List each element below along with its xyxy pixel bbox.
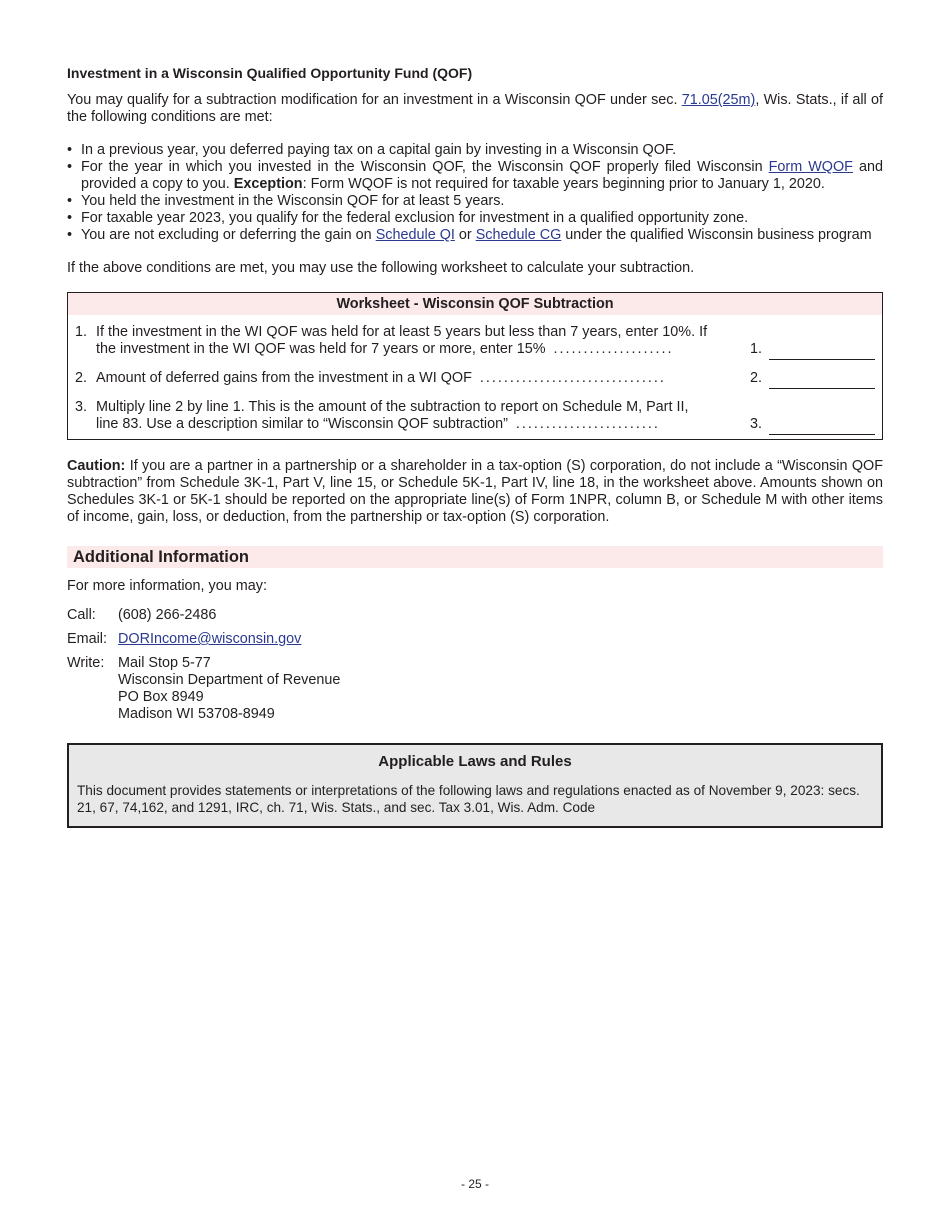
line-text: the investment in the WI QOF was held for 7 years or more, enter 15% [96,341,546,357]
applicable-laws-box [67,743,883,828]
call-row [67,607,883,624]
intro-text-after: , Wis. Stats., if all of the following conditions are met: [67,92,883,125]
address-line: Madison WI 53708-8949 [118,706,275,722]
condition-item [67,159,883,193]
intro-paragraph [67,92,883,126]
address-line: Mail Stop 5-77 [118,655,211,671]
leader-dots: ............................... [479,370,666,386]
write-label: Write: [67,655,105,671]
contact-intro: For more information, you may: [67,578,267,594]
condition-text: or [454,227,476,243]
condition-text: : Form WQOF is not required for taxable years beginning prior to January 1, 2020. [302,176,825,192]
condition-item [67,193,883,210]
form-wqof-link[interactable]: Form WQOF [768,159,853,175]
mailing-address [118,655,883,723]
conditions-list [67,142,883,244]
worksheet-line-3 [68,399,882,433]
schedule-qi-link[interactable]: Schedule QI [375,227,455,243]
address-line: PO Box 8949 [118,689,204,705]
worksheet-line-2 [68,370,882,387]
line-number: 1. [75,324,88,340]
caution-paragraph [67,458,883,526]
section-title: Investment in a Wisconsin Qualified Opportunity Fund (QOF) [67,65,473,81]
email-row [67,631,883,648]
caution-text: If you are a partner in a partnership or a shareholder in a tax-option (S) corporation, do not include a “Wisconsin QOF subtraction” from Schedule 3K-1, Part V, line 15, or Schedule 5K-1, Part IV, line 18, in the worksheet above. Amounts shown on Schedules 3K-1 or 5K-1 should be reported on the appropriate line(s) of Form 1NPR, column B, or Schedule M with other items of income, gain, loss, or deduction, from the partnership or tax-option (S) corporation. [67,458,883,525]
worksheet-intro: If the above conditions are met, you may use the following worksheet to calculate your subtraction. [67,260,695,276]
condition-text: and provided a copy to you. [81,159,883,192]
line-number: 2. [75,370,88,386]
condition-item [67,210,883,227]
line-text-row [96,416,742,433]
line-text: line 83. Use a description similar to “Wisconsin QOF subtraction” [96,416,508,432]
leader-dots: ........................ [515,416,660,432]
worksheet-box [67,292,883,440]
condition-text: In a previous year, you deferred paying tax on a capital gain by investing in a Wisconsin QOF. [81,142,677,158]
line-number: 3. [75,399,88,415]
line-text: Amount of deferred gains from the investment in a WI QOF [96,370,472,386]
schedule-cg-link[interactable]: Schedule CG [475,227,562,243]
condition-text: You are not excluding or deferring the gain on [81,227,376,243]
line-2-entry-field[interactable] [769,387,875,389]
line-label: 2. [749,370,762,386]
statute-link[interactable]: 71.05(25m) [681,92,756,108]
address-line: Wisconsin Department of Revenue [118,672,341,688]
page-content [67,62,883,828]
condition-text: under the qualified Wisconsin business program [561,227,872,243]
caution-label: Caution: [67,458,126,474]
laws-text: This document provides statements or interpretations of the following laws and regulations enacted as of November 9, 2023: secs. 21, 67, 74,162, and 1291, IRC, ch. 71, Wis. Stats., and sec. Tax 3.01, Wis. Adm. Code [77,783,860,815]
line-text: If the investment in the WI QOF was held for at least 5 years but less than 7 years, enter 10%. If [96,324,708,340]
exception-label: Exception [233,176,303,192]
line-1-entry-field[interactable] [769,358,875,360]
call-label: Call: [67,607,96,623]
email-link[interactable]: DORIncome@wisconsin.gov [118,631,302,647]
email-label: Email: [67,631,107,647]
intro-text-before: You may qualify for a subtraction modification for an investment in a Wisconsin QOF under sec. [67,92,682,108]
condition-text: You held the investment in the Wisconsin QOF for at least 5 years. [81,193,505,209]
worksheet-title: Worksheet - Wisconsin QOF Subtraction [68,293,882,315]
line-text: Multiply line 2 by line 1. This is the amount of the subtraction to report on Schedule M, Part II, [96,399,689,415]
line-text-row [96,370,742,387]
line-text-row [96,341,742,358]
condition-item [67,227,883,244]
laws-title: Applicable Laws and Rules [378,753,572,770]
condition-text: For the year in which you invested in the Wisconsin QOF, the Wisconsin QOF properly filed Wisconsin [81,159,769,175]
condition-item [67,142,883,159]
page-number: - 25 - [460,1177,489,1191]
additional-info-heading: Additional Information [67,546,883,568]
worksheet-line-1 [68,324,882,358]
line-3-entry-field[interactable] [769,433,875,435]
leader-dots: .................... [553,341,674,357]
condition-text: For taxable year 2023, you qualify for the federal exclusion for investment in a qualified opportunity zone. [81,210,749,226]
line-label: 1. [749,341,762,357]
phone-number: (608) 266-2486 [118,607,217,623]
line-label: 3. [749,416,762,432]
write-row [67,655,883,723]
